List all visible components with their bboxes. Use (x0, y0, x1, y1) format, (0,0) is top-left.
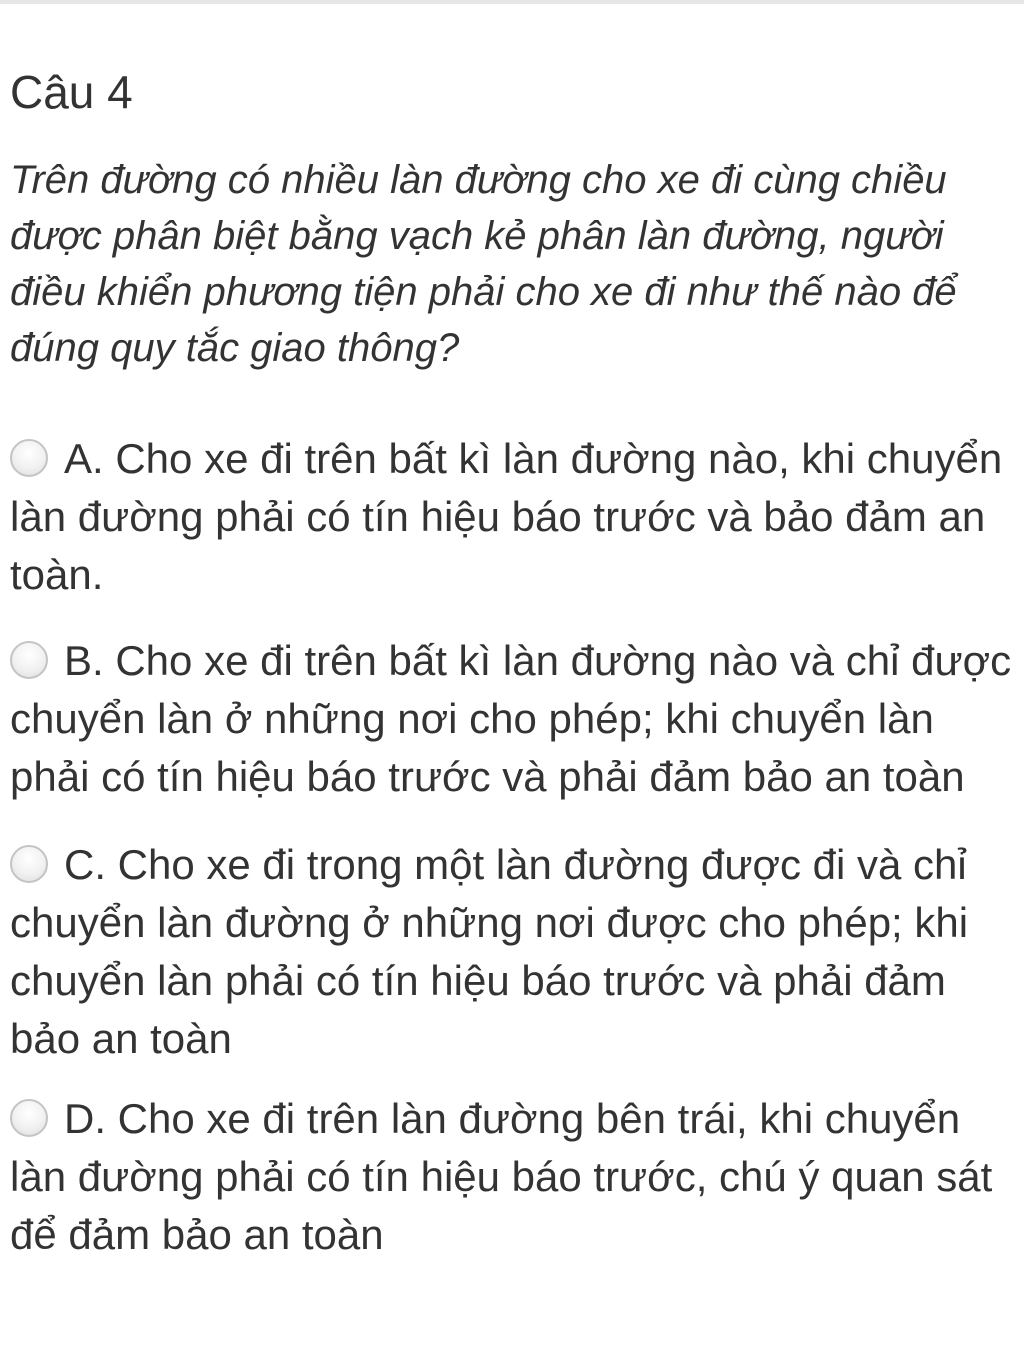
answer-options (10, 430, 1020, 1292)
radio-button-d[interactable] (10, 1099, 48, 1137)
answer-option-b-text: B. Cho xe đi trên bất kì làn đường nào và chỉ được chuyển làn ở những nơi cho phép; khi chuyển làn phải có tín hiệu báo trước và phải đảm bảo an toàn (10, 637, 1012, 800)
radio-button-a[interactable] (10, 439, 48, 477)
question-title: Câu 4 (10, 66, 133, 118)
answer-option-a-text: A. Cho xe đi trên bất kì làn đường nào, khi chuyển làn đường phải có tín hiệu báo trước và bảo đảm an toàn. (10, 435, 1003, 598)
answer-option-b[interactable] (10, 632, 1020, 806)
answer-option-a[interactable] (10, 430, 1020, 604)
radio-button-c[interactable] (10, 845, 48, 883)
answer-option-d[interactable] (10, 1090, 1020, 1264)
question-text: Trên đường có nhiều làn đường cho xe đi cùng chiều được phân biệt bằng vạch kẻ phân làn đường, người điều khiển phương tiện phải cho xe đi như thế nào để đúng quy tắc giao thông? (10, 158, 957, 370)
radio-button-b[interactable] (10, 641, 48, 679)
top-divider (0, 0, 1024, 4)
answer-option-c-text: C. Cho xe đi trong một làn đường được đi và chỉ chuyển làn đường ở những nơi được cho phép; khi chuyển làn phải có tín hiệu báo trước và phải đảm bảo an toàn (10, 841, 969, 1062)
answer-option-c[interactable] (10, 836, 1020, 1068)
answer-option-d-text: D. Cho xe đi trên làn đường bên trái, khi chuyển làn đường phải có tín hiệu báo trước, chú ý quan sát để đảm bảo an toàn (10, 1095, 993, 1258)
